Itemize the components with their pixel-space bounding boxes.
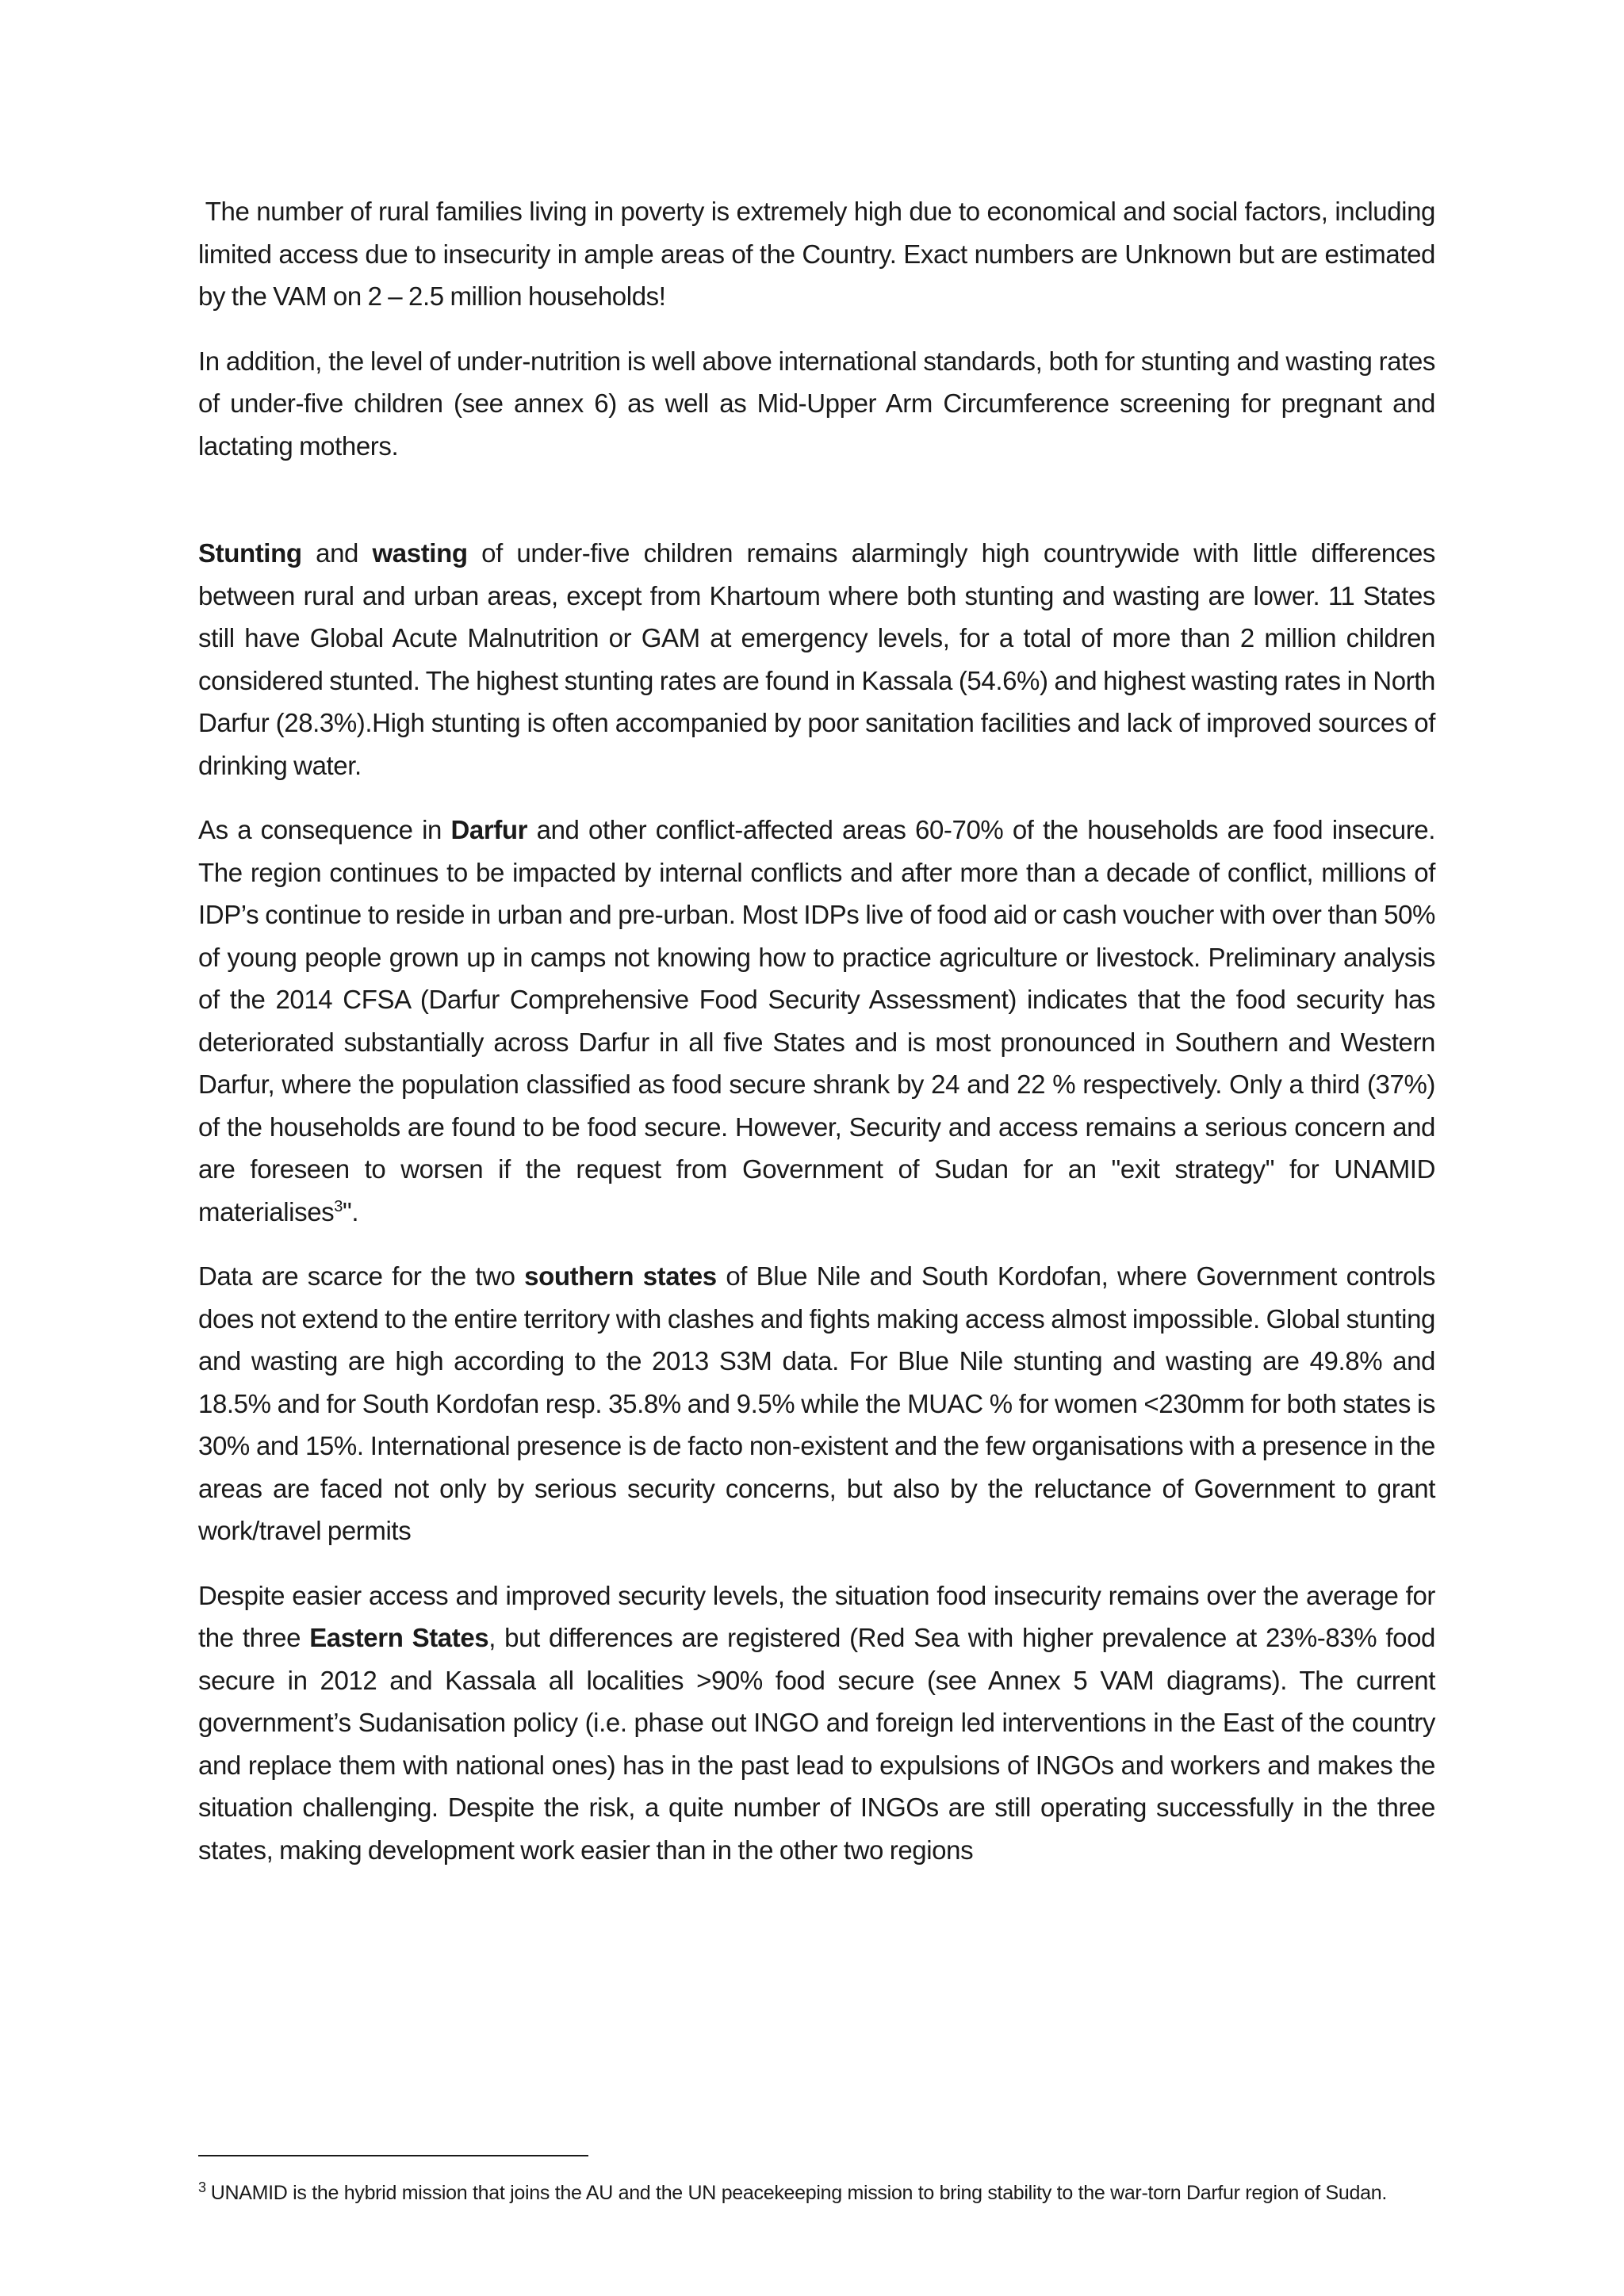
paragraph-southern-text-1: Data are scarce for the two [198,1261,525,1291]
footnote-reference: 3 [334,1197,343,1215]
paragraph-under-nutrition [198,340,1435,468]
footnote-text: UNAMID is the hybrid mission that joins the AU and the UN peacekeeping mission to bring stability to the war-torn Darfur region of Sudan. [210,2182,1387,2204]
bold-stunting: Stunting [198,538,302,568]
paragraph-stunting-wasting [198,532,1435,786]
paragraph-rural-poverty [198,190,1435,318]
paragraph-stunting-text-1: and [301,538,373,568]
paragraph-eastern-text-1: Despite easier access and improved security levels, the situation food insecurity remains over the average for the three [198,1580,1435,1652]
footnote-mark: 3 [198,2179,206,2195]
paragraph-eastern-text-2: , but differences are registered (Red Sea with higher prevalence at 23%-83% food secure in 2012 and Kassala all localities >90% food secure (see Annex 5 VAM diagrams). The current government’s Sudanisation policy (i.e. phase out INGO and foreign led interventions in the East of the country and replace them with national ones) has in the past lead to expulsions of INGOs and workers and makes the situation challenging. Despite the risk, a quite number of INGOs are still operating successfully in the three states, making development work easier than in the other two regions [198,1623,1436,1865]
paragraph-southern-states [198,1255,1435,1552]
bold-southern-states: southern states [524,1261,717,1291]
bold-darfur: Darfur [450,815,528,844]
paragraph-darfur [198,809,1435,1233]
footnote-divider [198,2155,588,2156]
paragraph-eastern-states [198,1575,1435,1872]
bold-wasting: wasting [372,538,468,568]
paragraph-stunting-text-2: of under-five children remains alarmingly high countrywide with little differences between rural and urban areas, except from Khartoum where both stunting and wasting are lower. 11 States still have Global Acute Malnutrition or GAM at emergency levels, for a total of more than 2 million children considered stunted. The highest stunting rates are found in Kassala (54.6%) and highest wasting rates in North Darfur (28.3%).High stunting is often accompanied by poor sanitation facilities and lack of improved sources of drinking water. [198,538,1435,780]
paragraph-darfur-text-2: and other conflict-affected areas 60-70% of the households are food insecure. The region continues to be impacted by internal conflicts and after more than a decade of conflict, millions of IDP’s continue to reside in urban and pre-urban. Most IDPs live of food aid or cash voucher with over than 50% of young people grown up in camps not knowing how to practice agriculture or livestock. Preliminary analysis of the 2014 CFSA (Darfur Comprehensive Food Security Assessment) indicates that the food security has deteriorated substantially across Darfur in all five States and is most pronounced in Southern and Western Darfur, where the population classified as food secure shrank by 24 and 22 % respectively. Only a third (37%) of the households are found to be food secure. However, Security and access remains a serious concern and are foreseen to worsen if the request from Government of Sudan for an "exit strategy" for UNAMID materialises [198,815,1435,1226]
paragraph-rural-poverty-text: The number of rural families living in poverty is extremely high due to economical and social factors, including limited access due to insecurity in ample areas of the Country. Exact numbers are Unknown but are estimated by the VAM on 2 – 2.5 million households! [198,197,1435,311]
bold-eastern-states: Eastern States [309,1623,489,1652]
footnote [198,2179,1435,2208]
paragraph-darfur-text-3: ". [343,1196,359,1226]
paragraph-southern-text-2: of Blue Nile and South Kordofan, where Government controls does not extend to the entire territory with clashes and fights making access almost impossible. Global stunting and wasting are high according to the 2013 S3M data. For Blue Nile stunting and wasting are 49.8% and 18.5% and for South Kordofan resp. 35.8% and 9.5% while the MUAC % for women <230mm for both states is 30% and 15%. International presence is de facto non-existent and the few organisations with a presence in the areas are faced not only by serious security concerns, but also by the reluctance of Government to grant work/travel permits [198,1261,1435,1545]
paragraph-under-nutrition-text: In addition, the level of under-nutrition is well above international standards, both for stunting and wasting rates of under-five children (see annex 6) as well as Mid-Upper Arm Circumference screening for pregnant and lactating mothers. [198,346,1435,461]
body-text [198,190,1435,1893]
paragraph-darfur-text-1: As a consequence in [198,815,451,844]
